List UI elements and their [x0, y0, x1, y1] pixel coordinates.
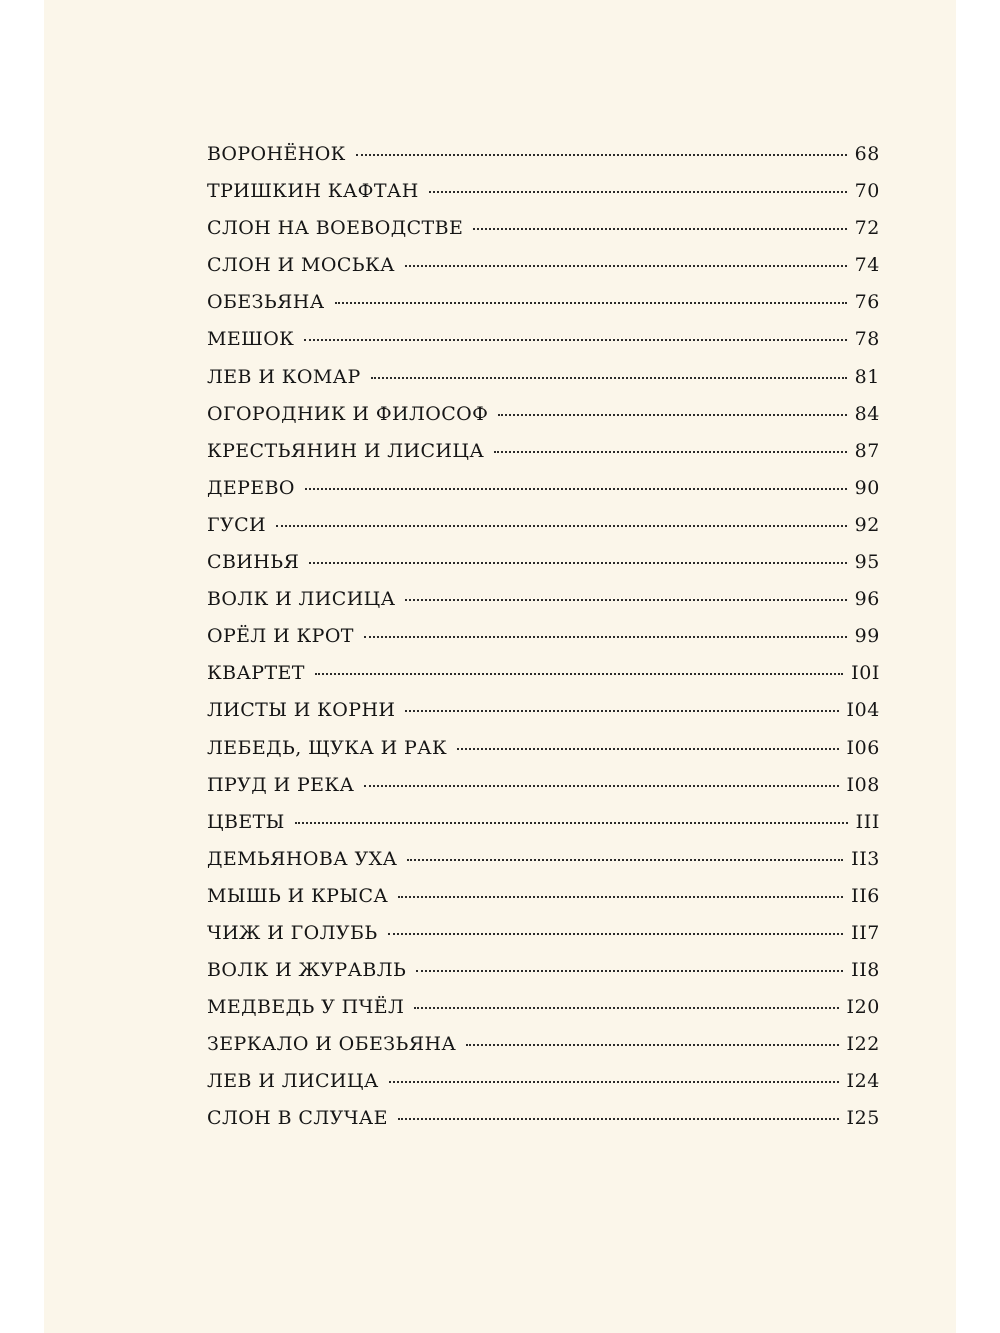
- dot-leader: [295, 822, 848, 824]
- dot-leader: [276, 525, 847, 527]
- toc-entry-title: ВОЛК И ЖУРАВЛЬ: [207, 959, 407, 982]
- toc-entry: [207, 366, 880, 403]
- toc-entry-title: ВОЛК И ЛИСИЦА: [207, 588, 396, 611]
- toc-entry-title: ЗЕРКАЛО И ОБЕЗЬЯНА: [207, 1033, 457, 1056]
- toc-entry: [207, 625, 880, 662]
- toc-entry-page-number: I06: [846, 736, 880, 759]
- dot-leader: [466, 1044, 838, 1046]
- toc-entry: [207, 217, 880, 254]
- toc-entry: [207, 440, 880, 477]
- toc-entry: [207, 254, 880, 291]
- toc-entry-page-number: 76: [854, 291, 880, 314]
- toc-entry-title: МЫШЬ И КРЫСА: [207, 884, 389, 907]
- dot-leader: [315, 673, 843, 675]
- dot-leader: [309, 562, 846, 564]
- toc-entry-page-number: I08: [846, 773, 880, 796]
- toc-entry: [207, 551, 880, 588]
- toc-entry-title: КРЕСТЬЯНИН И ЛИСИЦА: [207, 439, 485, 462]
- dot-leader: [364, 636, 847, 638]
- toc-entry-title: ВОРОНЁНОК: [207, 143, 346, 165]
- dot-leader: [371, 377, 847, 379]
- dot-leader: [405, 710, 838, 712]
- toc-entry-title: ДЕМЬЯНОВА УХА: [207, 847, 398, 870]
- dot-leader: [388, 933, 844, 935]
- dot-leader: [457, 748, 838, 750]
- dot-leader: [498, 414, 846, 416]
- toc-entry-title: ДЕРЕВО: [207, 476, 295, 499]
- dot-leader: [414, 1007, 838, 1009]
- dot-leader: [335, 302, 847, 304]
- dot-leader: [429, 191, 847, 193]
- toc-entry: [207, 514, 880, 551]
- toc-entry: [207, 477, 880, 514]
- toc-entry: [207, 848, 880, 885]
- toc-entry-page-number: 68: [854, 143, 880, 165]
- dot-leader: [389, 1081, 839, 1083]
- toc-entry: [207, 1107, 880, 1144]
- toc-entry: [207, 328, 880, 365]
- toc-entry-page-number: 70: [854, 180, 880, 203]
- toc-entry: [207, 774, 880, 811]
- toc-entry-title: ЛЕВ И ЛИСИЦА: [207, 1070, 379, 1093]
- toc-entry-title: МЕШОК: [207, 328, 295, 351]
- toc-entry-title: ЧИЖ И ГОЛУБЬ: [207, 921, 378, 944]
- toc-entry: [207, 922, 880, 959]
- toc-entry-page-number: II8: [851, 959, 880, 982]
- dot-leader: [405, 599, 846, 601]
- dot-leader: [398, 1118, 839, 1120]
- toc-entry-page-number: II6: [851, 884, 880, 907]
- toc-entry-title: СЛОН В СЛУЧАЕ: [207, 1107, 388, 1130]
- toc-entry-page-number: II3: [851, 847, 880, 870]
- toc-entry-page-number: I0I: [851, 662, 880, 685]
- toc-entry-page-number: 81: [854, 365, 880, 388]
- toc-entry: [207, 1070, 880, 1107]
- dot-leader: [407, 859, 843, 861]
- toc-entry-title: ПРУД И РЕКА: [207, 773, 355, 796]
- toc-entry: [207, 737, 880, 774]
- toc-entry: [207, 662, 880, 699]
- toc-entry-page-number: 72: [854, 217, 880, 240]
- dot-leader: [398, 896, 843, 898]
- toc-entry: [207, 1033, 880, 1070]
- toc-entry-page-number: I25: [846, 1107, 880, 1130]
- toc-entry-title: ОРЁЛ И КРОТ: [207, 625, 354, 648]
- dot-leader: [405, 265, 847, 267]
- toc-entry: [207, 143, 880, 180]
- toc-entry-page-number: 84: [854, 402, 880, 425]
- toc-entry-page-number: 74: [854, 254, 880, 277]
- dot-leader: [356, 154, 847, 156]
- toc-entry-title: СЛОН И МОСЬКА: [207, 254, 395, 277]
- toc-entry-title: СВИНЬЯ: [207, 551, 300, 574]
- book-page: [44, 0, 956, 1333]
- toc-entry: [207, 699, 880, 736]
- toc-entry-title: ТРИШКИН КАФТАН: [207, 180, 419, 203]
- toc-entry-page-number: 96: [854, 588, 880, 611]
- toc-entry-page-number: I04: [846, 699, 880, 722]
- toc-entry-page-number: III: [855, 810, 880, 833]
- toc-entry-title: КВАРТЕТ: [207, 662, 305, 685]
- dot-leader: [304, 339, 846, 341]
- toc-entry: [207, 588, 880, 625]
- toc-entry-title: ЛЕБЕДЬ, ЩУКА И РАК: [207, 736, 448, 759]
- toc-entry-title: ОГОРОДНИК И ФИЛОСОФ: [207, 402, 489, 425]
- toc-entry-title: ЛИСТЫ И КОРНИ: [207, 699, 396, 722]
- toc-entry: [207, 811, 880, 848]
- dot-leader: [364, 785, 838, 787]
- toc-entry-page-number: 78: [854, 328, 880, 351]
- toc-entry-title: ОБЕЗЬЯНА: [207, 291, 325, 314]
- dot-leader: [494, 451, 846, 453]
- toc-entry: [207, 885, 880, 922]
- toc-entry-title: ГУСИ: [207, 513, 267, 536]
- dot-leader: [473, 228, 846, 230]
- toc-entry-page-number: I20: [846, 996, 880, 1019]
- toc-entry-page-number: II7: [851, 921, 880, 944]
- toc-entry-title: ЦВЕТЫ: [207, 810, 285, 833]
- toc-entry-page-number: I22: [846, 1033, 880, 1056]
- toc-entry: [207, 180, 880, 217]
- toc-entry-title: МЕДВЕДЬ У ПЧЁЛ: [207, 996, 405, 1019]
- toc-entry-title: ЛЕВ И КОМАР: [207, 365, 361, 388]
- toc-entry-page-number: 99: [854, 625, 880, 648]
- dot-leader: [305, 488, 847, 490]
- toc-entry-page-number: 95: [854, 551, 880, 574]
- dot-leader: [416, 970, 843, 972]
- toc-entry-title: СЛОН НА ВОЕВОДСТВЕ: [207, 217, 464, 240]
- toc-entry-page-number: 87: [854, 439, 880, 462]
- toc-entry-page-number: I24: [846, 1070, 880, 1093]
- toc-entry: [207, 996, 880, 1033]
- toc-entry-page-number: 92: [854, 513, 880, 536]
- toc-entry: [207, 959, 880, 996]
- toc-entry-page-number: 90: [854, 476, 880, 499]
- toc-entry: [207, 291, 880, 328]
- toc-entry: [207, 403, 880, 440]
- table-of-contents: [207, 143, 880, 1145]
